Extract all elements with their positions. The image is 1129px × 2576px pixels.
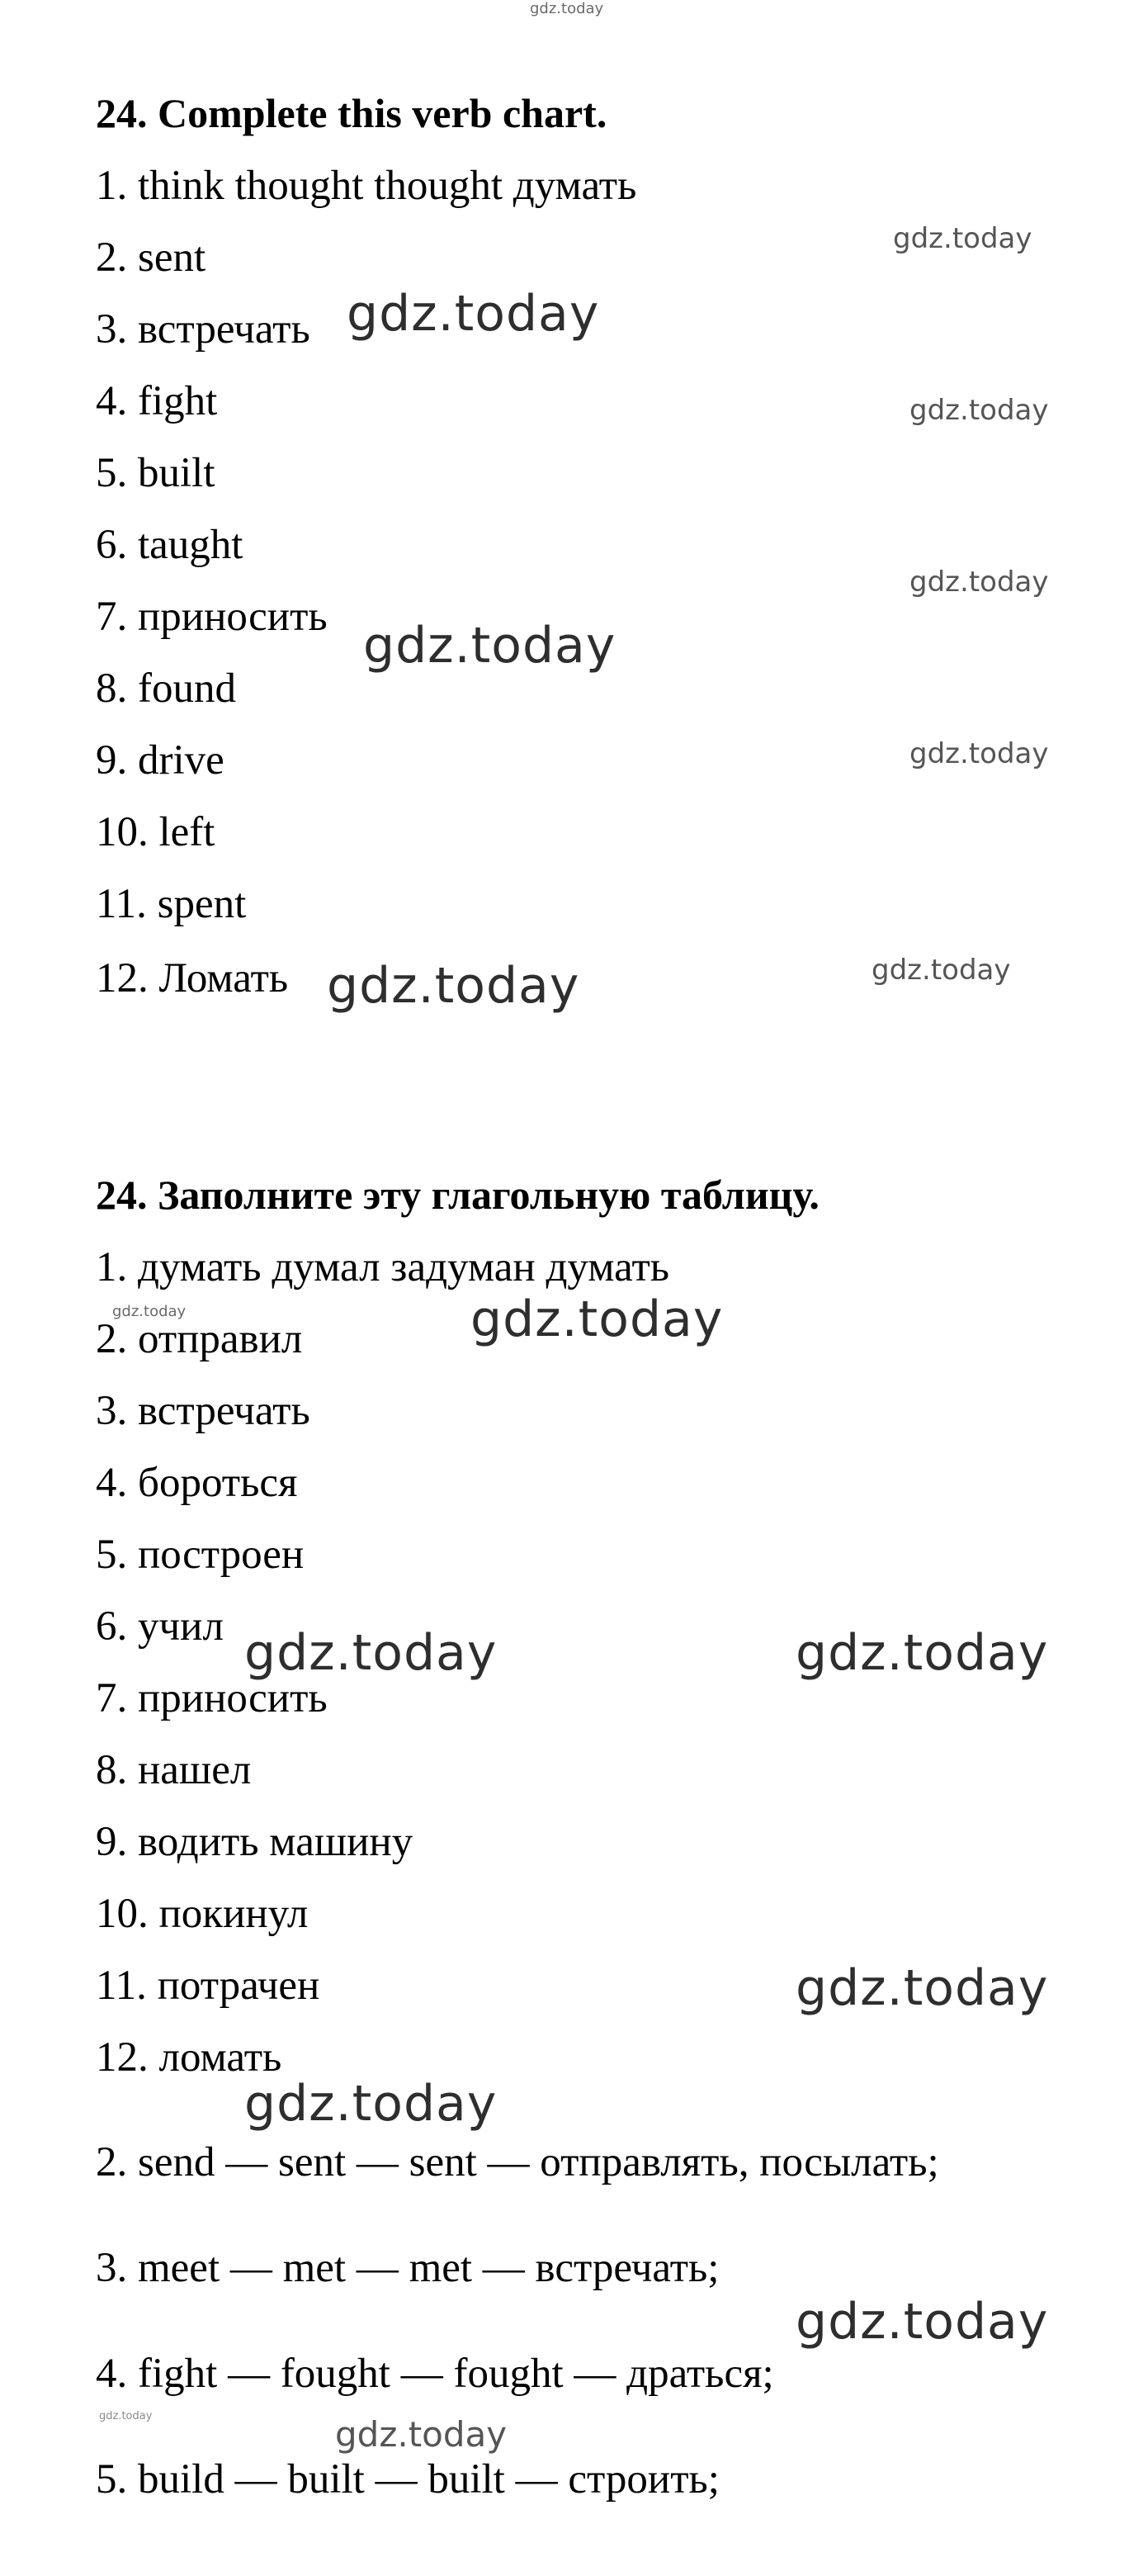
section-ru-item: 2. отправил bbox=[96, 1316, 303, 1362]
answer-line: 5. build — built — built — строить; bbox=[96, 2456, 720, 2503]
section-ru-item: 5. построен bbox=[96, 1532, 305, 1578]
section-en-item: 10. left bbox=[96, 809, 215, 855]
watermark-text: gdz.today bbox=[335, 2414, 508, 2455]
section-en-item: 8. found bbox=[96, 665, 236, 712]
section-en-title: 24. Complete this verb chart. bbox=[96, 90, 607, 136]
watermark-text: gdz.today bbox=[244, 1624, 498, 1682]
watermark-text: gdz.today bbox=[909, 737, 1049, 770]
watermark-text: gdz.today bbox=[99, 2410, 153, 2422]
section-ru-item: 3. встречать bbox=[96, 1388, 310, 1434]
watermark-text: gdz.today bbox=[796, 1959, 1049, 2017]
watermark-text: gdz.today bbox=[796, 1624, 1049, 1682]
watermark-text: gdz.today bbox=[909, 394, 1049, 427]
watermark-text: gdz.today bbox=[872, 954, 1011, 987]
section-ru-item: 6. учил bbox=[96, 1603, 224, 1650]
watermark-text: gdz.today bbox=[347, 285, 600, 343]
section-ru-item: 11. потрачен bbox=[96, 1963, 320, 2009]
section-en-item: 4. fight bbox=[96, 378, 218, 424]
watermark-text: gdz.today bbox=[244, 2075, 498, 2133]
section-ru-item: 8. нашел bbox=[96, 1747, 252, 1793]
answer-line: 2. send — sent — sent — отправлять, посылать; bbox=[96, 2139, 939, 2185]
section-en-item: 9. drive bbox=[96, 737, 224, 784]
section-ru-item: 12. ломать bbox=[96, 2034, 282, 2081]
watermark-text: gdz.today bbox=[470, 1290, 724, 1348]
watermark-text: gdz.today bbox=[893, 222, 1032, 255]
watermark-text: gdz.today bbox=[530, 0, 604, 17]
section-en-item: 5. built bbox=[96, 450, 215, 496]
section-en-item: 6. taught bbox=[96, 522, 243, 568]
section-en-item: 12. Ломать bbox=[96, 955, 289, 1002]
section-ru-item: 9. водить машину bbox=[96, 1819, 413, 1865]
watermark-text: gdz.today bbox=[796, 2293, 1049, 2351]
watermark-text: gdz.today bbox=[112, 1303, 187, 1320]
section-ru-title: 24. Заполните эту глагольную таблицу. bbox=[96, 1172, 820, 1218]
section-ru-item: 1. думать думал задуман думать bbox=[96, 1244, 670, 1290]
section-ru-item: 7. приносить bbox=[96, 1675, 328, 1721]
section-en-item: 1. think thought thought думать bbox=[96, 163, 637, 209]
answer-line: 3. meet — met — met — встречать; bbox=[96, 2245, 720, 2291]
section-en-item: 7. приносить bbox=[96, 594, 328, 640]
section-en-item: 3. встречать bbox=[96, 306, 310, 353]
watermark-text: gdz.today bbox=[327, 957, 580, 1015]
watermark-text: gdz.today bbox=[363, 617, 616, 675]
section-ru-item: 10. покинул bbox=[96, 1891, 309, 1937]
section-en-item: 2. sent bbox=[96, 234, 206, 281]
section-ru-item: 4. бороться bbox=[96, 1460, 298, 1506]
section-en-item: 11. spent bbox=[96, 881, 247, 927]
answer-line: 4. fight — fought — fought — драться; bbox=[96, 2351, 774, 2397]
watermark-text: gdz.today bbox=[909, 566, 1049, 599]
